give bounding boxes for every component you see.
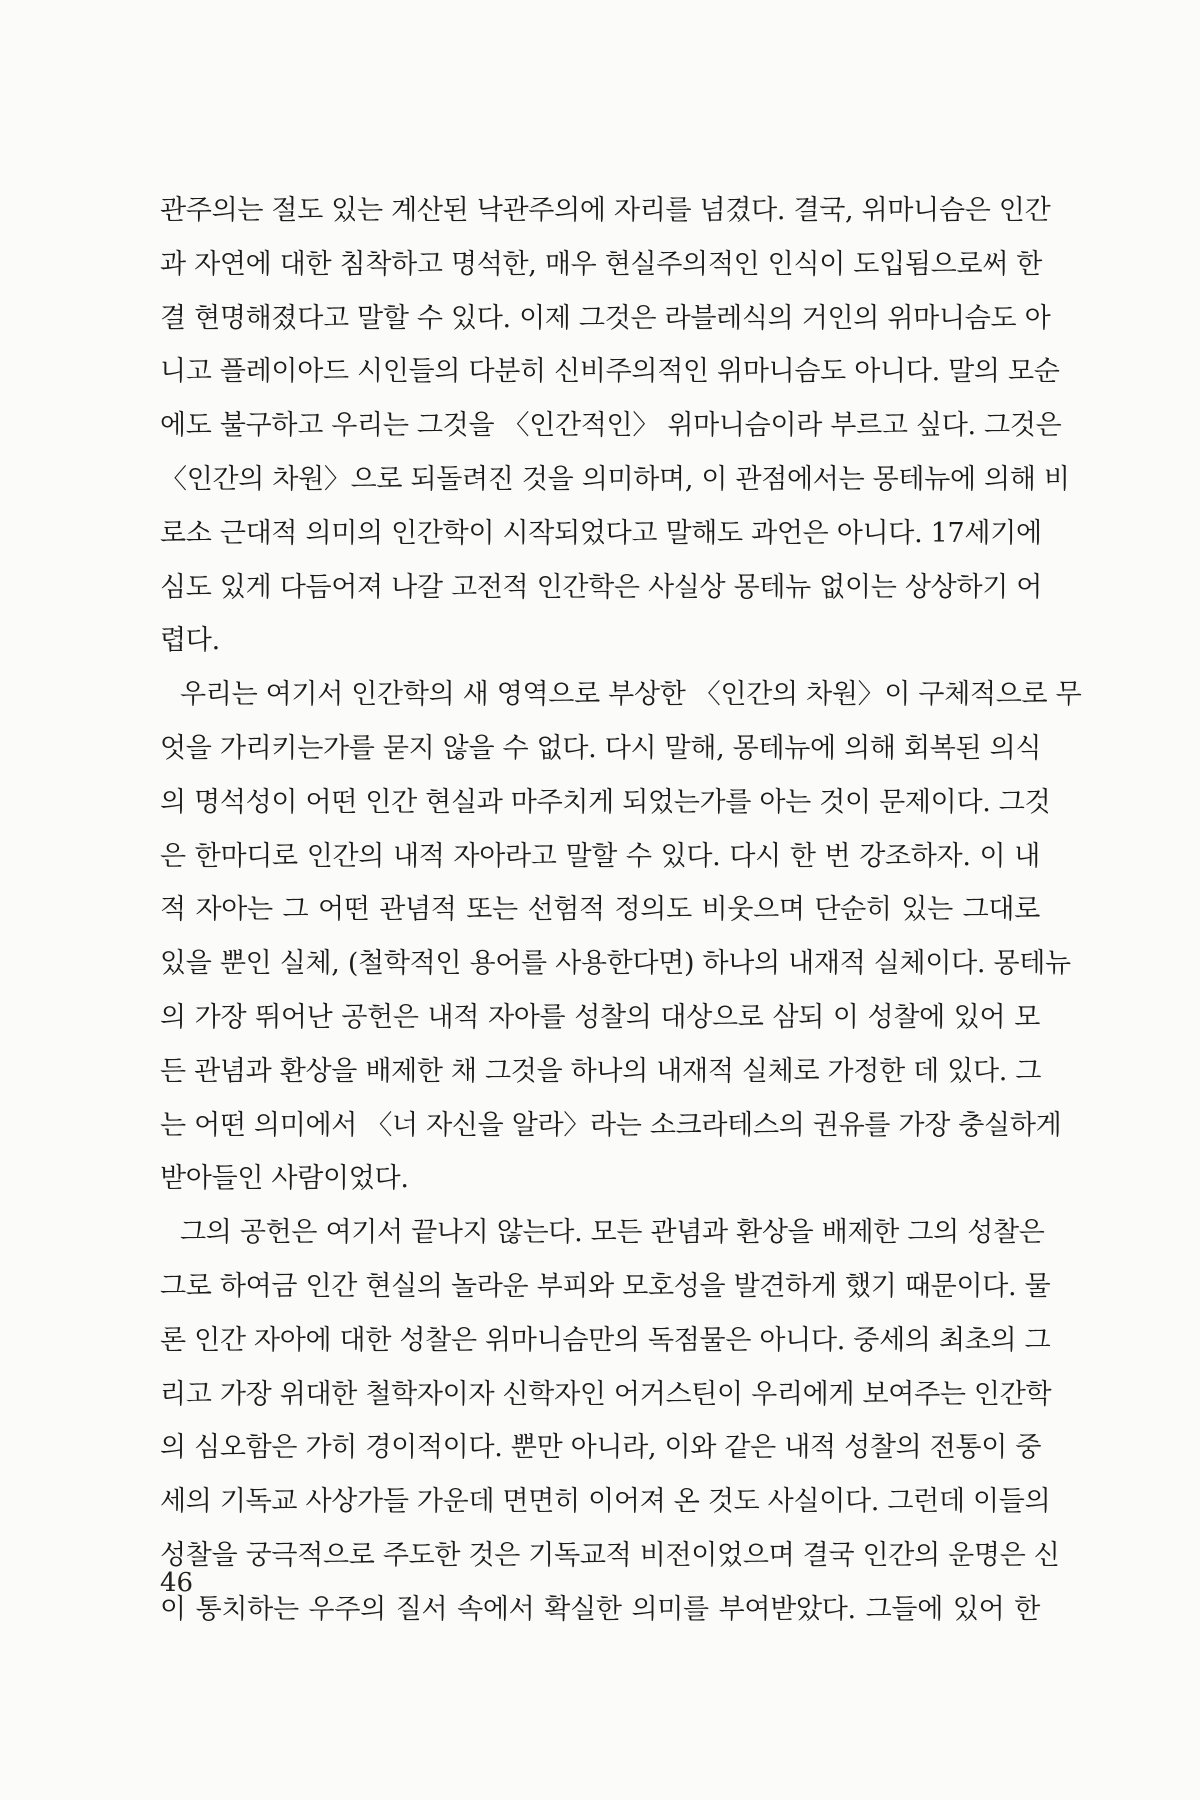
text-line: 〈인간의 차원〉으로 되돌려진 것을 의미하며, 이 관점에서는 몽테뉴에 의해 비 — [160, 463, 1070, 495]
text-line: 엇을 가리키는가를 묻지 않을 수 없다. 다시 말해, 몽테뉴에 의해 회복된 의식 — [160, 732, 1042, 764]
paragraph — [160, 184, 1070, 668]
text-line: 로소 근대적 의미의 인간학이 시작되었다고 말해도 과언은 아니다. 17세기에 — [160, 517, 1042, 549]
text-line: 에도 불구하고 우리는 그것을 〈인간적인〉 위마니슴이라 부르고 싶다. 그것은 — [160, 410, 1062, 442]
text-line: 론 인간 자아에 대한 성찰은 위마니슴만의 독점물은 아니다. 중세의 최초의 그 — [160, 1324, 1051, 1356]
text-line: 우리는 여기서 인간학의 새 영역으로 부상한 〈인간의 차원〉이 구체적으로 무 — [180, 679, 1082, 711]
text-line: 세의 기독교 사상가들 가운데 면면히 이어져 온 것도 사실이다. 그런데 이들의 — [160, 1486, 1051, 1518]
text-line: 은 한마디로 인간의 내적 자아라고 말할 수 있다. 다시 한 번 강조하자. 이 내 — [160, 840, 1040, 872]
text-line: 이 통치하는 우주의 질서 속에서 확실한 의미를 부여받았다. 그들에 있어 한 — [160, 1593, 1040, 1625]
text-line: 의 가장 뛰어난 공헌은 내적 자아를 성찰의 대상으로 삼되 이 성찰에 있어 모 — [160, 1001, 1040, 1033]
text-line: 그로 하여금 인간 현실의 놀라운 부피와 모호성을 발견하게 했기 때문이다. 물 — [160, 1270, 1051, 1302]
text-line: 렵다. — [160, 625, 220, 657]
paragraph — [160, 668, 1082, 1206]
text-line: 든 관념과 환상을 배제한 채 그것을 하나의 내재적 실체로 가정한 데 있다. 그 — [160, 1055, 1042, 1087]
text-line: 관주의는 절도 있는 계산된 낙관주의에 자리를 넘겼다. 결국, 위마니슴은 인간 — [160, 195, 1051, 226]
text-line: 의 심오함은 가히 경이적이다. 뿐만 아니라, 이와 같은 내적 성찰의 전통이 중 — [160, 1432, 1042, 1464]
text-line: 는 어떤 의미에서 〈너 자신을 알라〉라는 소크라테스의 권유를 가장 충실하게 — [160, 1109, 1062, 1141]
text-line: 과 자연에 대한 침착하고 명석한, 매우 현실주의적인 인식이 도입됨으로써 한 — [160, 248, 1043, 280]
text-line: 결 현명해졌다고 말할 수 있다. 이제 그것은 라블레식의 거인의 위마니슴도 아 — [160, 302, 1051, 334]
text-line: 받아들인 사람이었다. — [160, 1163, 409, 1195]
text-line: 적 자아는 그 어떤 관념적 또는 선험적 정의도 비웃으며 단순히 있는 그대로 — [160, 894, 1040, 926]
paragraph — [160, 1206, 1060, 1636]
text-line: 니고 플레이아드 시인들의 다분히 신비주의적인 위마니슴도 아니다. 말의 모순 — [160, 356, 1060, 388]
text-line: 성찰을 궁극적으로 주도한 것은 기독교적 비전이었으며 결국 인간의 운명은 신 — [160, 1539, 1060, 1571]
text-line: 그의 공헌은 여기서 끝나지 않는다. 모든 관념과 환상을 배제한 그의 성찰은 — [180, 1217, 1045, 1249]
body-text — [160, 184, 1082, 1637]
text-line: 의 명석성이 어떤 인간 현실과 마주치게 되었는가를 아는 것이 문제이다. 그것 — [160, 786, 1051, 818]
text-line: 있을 뿐인 실체, (철학적인 용어를 사용한다면) 하나의 내재적 실체이다. 몽테뉴 — [160, 948, 1071, 980]
text-line: 리고 가장 위대한 철학자이자 신학자인 어거스틴이 우리에게 보여주는 인간학 — [160, 1378, 1052, 1410]
page-number: 46 — [160, 1568, 194, 1598]
text-line: 심도 있게 다듬어져 나갈 고전적 인간학은 사실상 몽테뉴 없이는 상상하기 어 — [160, 571, 1043, 603]
